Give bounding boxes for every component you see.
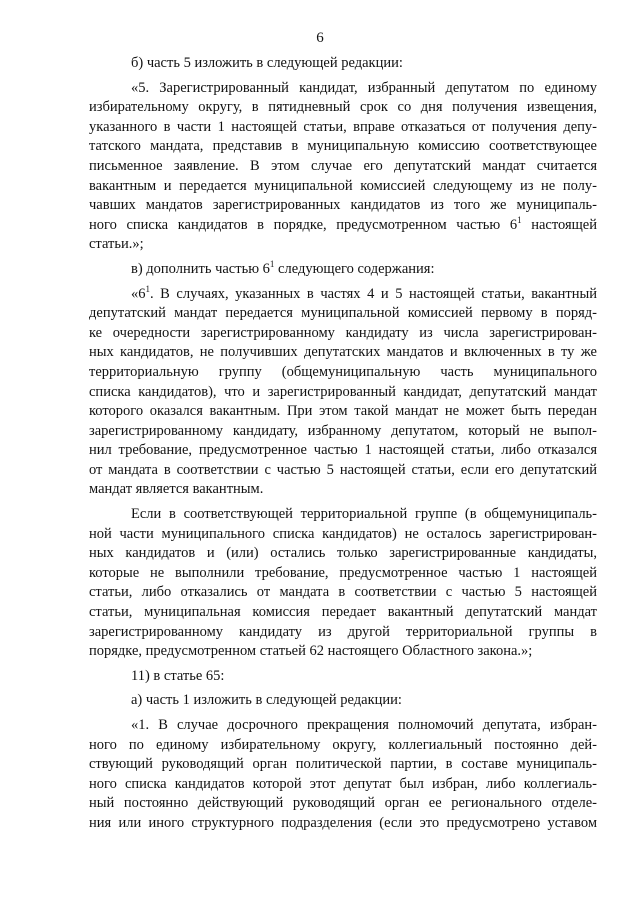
text-line: которого оказался вакантным. При этом такой мандат не может быть передан [89, 403, 597, 420]
paragraph-3 [89, 260, 597, 280]
text-line: нил требование, предусмотренное частью 1 настоящей статьи, либо отказался [89, 442, 597, 459]
text-line: ствующий руководящий орган политической партии, в составе муниципаль- [89, 756, 597, 773]
text-line: письменное заявление. В этом случае его депутатский мандат считается [89, 157, 597, 174]
text-line: депутатский мандат передается муниципальной комиссией первому в поряд- [89, 305, 597, 322]
paragraph-4 [89, 285, 597, 501]
document-body [89, 54, 597, 839]
text-line: в) дополнить частью $6^1$ следующего содержания: [131, 258, 435, 277]
paragraph-8 [89, 716, 597, 834]
paragraph-1 [89, 54, 597, 74]
text-line: зарегистрированному кандидату, избранному депутатом, который не выпол- [89, 422, 597, 439]
text-line: чавших мандатов зарегистрированных кандидатов из того же муниципаль- [89, 197, 597, 214]
paragraph-5 [89, 505, 597, 662]
paragraph-7 [89, 691, 597, 711]
text-line: ного по единому избирательному округу, коллегиальный постоянно дей- [89, 736, 597, 753]
text-line: списка кандидатов), что и зарегистрированный кандидат, депутатский мандат [89, 383, 597, 400]
text-line: татского мандата, представив в муниципальную комиссию соответствующее [89, 138, 597, 155]
text-line: «1. В случае досрочного прекращения полномочий депутата, избран- [131, 717, 597, 733]
text-line: ных кандидатов и (или) остались только зарегистрированные кандидаты, [89, 545, 597, 562]
text-line: которые не выполнили требование, предусмотренное частью 1 настоящей [89, 564, 597, 581]
text-line: статьи, муниципальная комиссия передает вакантный депутатский мандат [89, 604, 597, 621]
text-line: ке очередности зарегистрированному кандидату из числа зарегистрирован- [89, 324, 597, 341]
text-line: порядке, предусмотренном статьей 62 настоящего Областного закона.»; [89, 643, 533, 660]
text-line: б) часть 5 изложить в следующей редакции: [131, 55, 403, 71]
text-line: от мандата в соответствии с частью 5 настоящей статьи, если его депутатский [89, 461, 597, 478]
text-line: указанного в части 1 настоящей статьи, вправе отказаться от получения депу- [89, 118, 597, 135]
page-number: 6 [316, 30, 324, 46]
paragraph-6 [89, 667, 597, 687]
text-line: статьи.»; [89, 236, 144, 253]
text-line: мандат является вакантным. [89, 481, 264, 498]
text-line: территориальную группу (общемуниципальную часть муниципального [89, 363, 597, 380]
paragraph-2 [89, 79, 597, 255]
text-line: статьи, либо отказались от мандата в соответствии с частью 5 настоящей [89, 584, 597, 601]
text-line: ных кандидатов, не получивших депутатских мандатов и включенных в ту же [89, 344, 597, 361]
text-line: а) часть 1 изложить в следующей редакции: [131, 692, 402, 709]
text-line: Если в соответствующей территориальной группе (в общемуниципаль- [131, 506, 597, 523]
text-line: избирательному округу, в пятидневный срок со дня получения извещения, [89, 99, 597, 116]
text-line: «$6^1$. В случаях, указанных в частях 4 и 5 настоящей статьи, вакантный [131, 283, 597, 302]
text-line: ния или иного структурного подразделения (если это предусмотрено уставом [89, 814, 597, 831]
text-line: ного списка кандидатов которой этот депутат был избран, либо коллегиаль- [89, 775, 597, 792]
text-line: вакантным и передается муниципальной комиссией следующему из не полу- [89, 177, 597, 194]
text-line: 11) в статье 65: [131, 667, 225, 684]
text-line: «5. Зарегистрированный кандидат, избранный депутатом по единому [131, 79, 597, 96]
text-line: зарегистрированному кандидату из другой территориальной группы в [89, 623, 597, 640]
text-line: ной части муниципального списка кандидатов) не осталось зарегистрирован- [89, 525, 597, 542]
text-line: ного списка кандидатов в порядке, предусмотренном частью $6^1$ настоящей [89, 214, 597, 233]
text-line: ный постоянно действующий руководящий орган ее регионального отделе- [89, 795, 597, 812]
